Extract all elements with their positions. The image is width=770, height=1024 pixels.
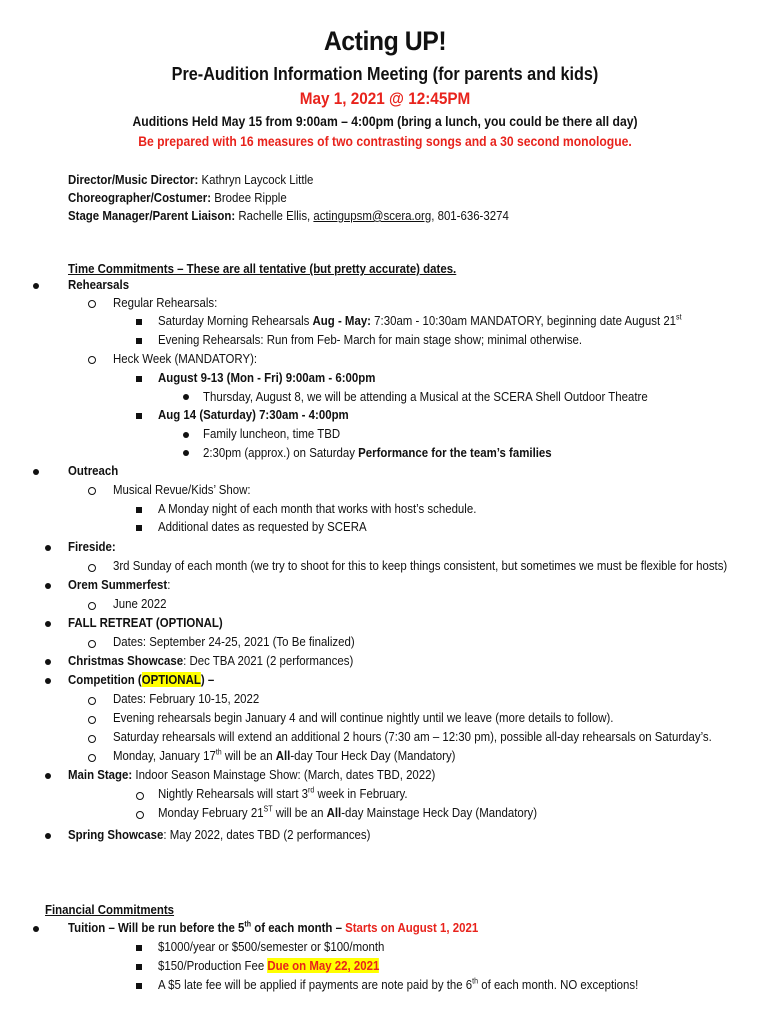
monday-february-item: Monday February 21ST will be an All-day Mainstage Heck Day (Mandatory) (158, 804, 538, 820)
christmas-showcase-item: Christmas Showcase: Dec TBA 2021 (2 performances) (68, 653, 354, 668)
bullet-icon (45, 659, 51, 665)
circle-bullet-icon (88, 754, 96, 762)
bullet-icon (45, 678, 51, 684)
main-stage-item: Main Stage: Indoor Season Mainstage Show: (March, dates TBD, 2022) (68, 767, 436, 782)
nightly-rehearsals-item: Nightly Rehearsals will start 3rd week in February. (158, 785, 408, 801)
circle-bullet-icon (88, 564, 96, 572)
competition-item: Competition (OPTIONAL) – (68, 672, 215, 687)
luncheon-item: Family luncheon, time TBD (203, 426, 341, 441)
bullet-icon (183, 394, 189, 400)
square-bullet-icon (136, 338, 142, 344)
bullet-icon (45, 833, 51, 839)
competition-saturday-item: Saturday rehearsals will extend an additional 2 hours (7:30 am – 12:30 pm), possible all-day rehearsals on Saturday’s. (113, 729, 712, 744)
bullet-icon (183, 450, 189, 456)
circle-bullet-icon (88, 487, 96, 495)
square-bullet-icon (136, 945, 142, 951)
square-bullet-icon (136, 525, 142, 531)
heck-week-item: Heck Week (MANDATORY): (113, 351, 258, 366)
bullet-icon (45, 621, 51, 627)
square-bullet-icon (136, 413, 142, 419)
email-link[interactable]: actingupsm@scera.org (313, 208, 432, 223)
aug-9-13-item: August 9-13 (Mon - Fri) 9:00am - 6:00pm (158, 370, 376, 385)
fireside-detail: 3rd Sunday of each month (we try to shoot for this to keep things consistent, but sometimes we must be flexible for hosts) (113, 558, 728, 573)
circle-bullet-icon (136, 792, 144, 800)
stage-manager-line: Stage Manager/Parent Liaison: Rachelle Ellis, actingupsm@scera.org, 801-636-3274 (68, 208, 509, 223)
circle-bullet-icon (88, 300, 96, 308)
bullet-icon (45, 583, 51, 589)
square-bullet-icon (136, 376, 142, 382)
rehearsals-item: Rehearsals (68, 277, 130, 292)
retreat-dates-item: Dates: September 24-25, 2021 (To Be finalized) (113, 634, 355, 649)
circle-bullet-icon (88, 640, 96, 648)
tuition-fee-item: $1000/year or $500/semester or $100/month (158, 939, 385, 954)
competition-monday-item: Monday, January 17th will be an All-day Tour Heck Day (Mandatory) (113, 747, 456, 763)
bullet-icon (183, 432, 189, 438)
document-title: Acting UP! (323, 26, 447, 56)
late-fee-item: A $5 late fee will be applied if payments are note paid by the 6th of each month. NO exceptions! (158, 976, 639, 992)
director-line: Director/Music Director: Kathryn Laycock Little (68, 172, 314, 187)
spring-showcase-item: Spring Showcase: May 2022, dates TBD (2 performances) (68, 827, 371, 842)
bullet-icon (33, 926, 39, 932)
aug-14-item: Aug 14 (Saturday) 7:30am - 4:00pm (158, 407, 349, 422)
auditions-info: Auditions Held May 15 from 9:00am – 4:00pm (bring a lunch, you could be there all day) (132, 114, 638, 129)
square-bullet-icon (136, 964, 142, 970)
fireside-item: Fireside: (68, 539, 116, 554)
saturday-rehearsals-item: Saturday Morning Rehearsals Aug - May: 7:30am - 10:30am MANDATORY, beginning date August 21st (158, 312, 682, 328)
competition-dates-item: Dates: February 10-15, 2022 (113, 691, 260, 706)
square-bullet-icon (136, 983, 142, 989)
june-item: June 2022 (113, 596, 167, 611)
bullet-icon (45, 545, 51, 551)
additional-dates-item: Additional dates as requested by SCERA (158, 519, 367, 534)
circle-bullet-icon (88, 697, 96, 705)
thursday-item: Thursday, August 8, we will be attending a Musical at the SCERA Shell Outdoor Theatre (203, 389, 648, 404)
fall-retreat-item: FALL RETREAT (OPTIONAL) (68, 615, 223, 630)
square-bullet-icon (136, 319, 142, 325)
prepare-info: Be prepared with 16 measures of two contrasting songs and a 30 second monologue. (138, 134, 632, 149)
orem-summerfest-item: Orem Summerfest: (68, 577, 171, 592)
bullet-icon (33, 469, 39, 475)
regular-rehearsals-item: Regular Rehearsals: (113, 295, 218, 310)
due-date-highlight: Due on May 22, 2021 (267, 958, 380, 973)
square-bullet-icon (136, 507, 142, 513)
bullet-icon (45, 773, 51, 779)
circle-bullet-icon (88, 735, 96, 743)
competition-evening-item: Evening rehearsals begin January 4 and will continue nightly until we leave (more details to follow). (113, 710, 614, 725)
evening-rehearsals-item: Evening Rehearsals: Run from Feb- March for main stage show; minimal otherwise. (158, 332, 583, 347)
musical-revue-item: Musical Revue/Kids’ Show: (113, 482, 251, 497)
outreach-item: Outreach (68, 463, 119, 478)
document-subtitle: Pre-Audition Information Meeting (for parents and kids) (171, 64, 599, 84)
production-fee-item: $150/Production Fee Due on May 22, 2021 (158, 958, 380, 973)
performance-item: 2:30pm (approx.) on Saturday Performance for the team’s families (203, 445, 552, 460)
time-commitments-heading: Time Commitments – These are all tentative (but pretty accurate) dates. (68, 261, 457, 276)
financial-commitments-heading: Financial Commitments (45, 902, 175, 917)
circle-bullet-icon (88, 602, 96, 610)
choreographer-line: Choreographer/Costumer: Brodee Ripple (68, 190, 287, 205)
meeting-date: May 1, 2021 @ 12:45PM (299, 89, 471, 108)
circle-bullet-icon (88, 716, 96, 724)
bullet-icon (33, 283, 39, 289)
optional-highlight: OPTIONAL (141, 672, 201, 687)
circle-bullet-icon (136, 811, 144, 819)
monday-night-item: A Monday night of each month that works with host’s schedule. (158, 501, 477, 516)
tuition-item: Tuition – Will be run before the 5th of each month – Starts on August 1, 2021 (68, 919, 479, 935)
circle-bullet-icon (88, 356, 96, 364)
